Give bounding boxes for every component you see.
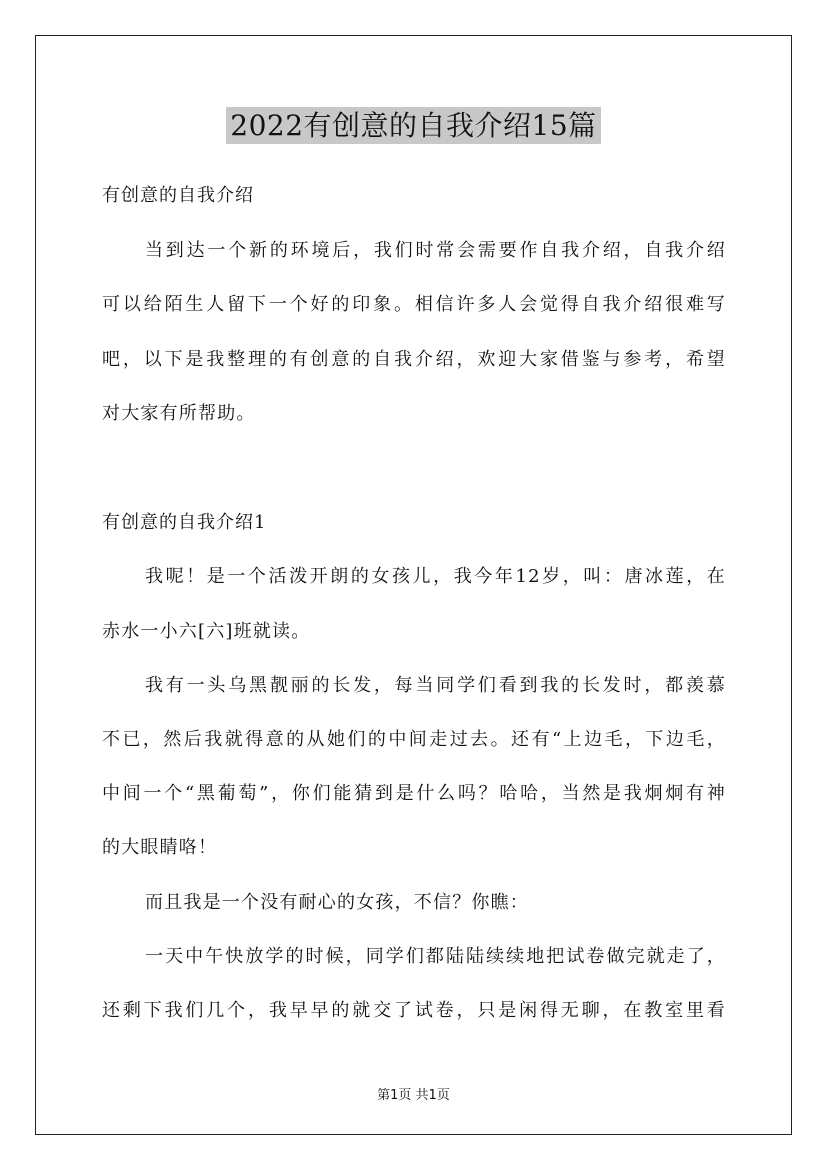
document-title-wrap	[0, 104, 827, 144]
paragraph-line: 而且我是一个没有耐心的女孩，不信？你瞧：	[145, 892, 529, 913]
paragraph-line: 一天中午快放学的时候，同学们都陆陆续续地把试卷做完就走了，	[145, 946, 726, 967]
paragraph-line: 吧，以下是我整理的有创意的自我介绍，欢迎大家借鉴与参考，希望	[102, 349, 726, 370]
paragraph-line: 不已，然后我就得意的从她们的中间走过去。还有“上边毛，下边毛，	[102, 729, 726, 750]
page-number-footer: 第1页 共1页	[377, 1088, 450, 1103]
paragraph-line: 赤水一小六[六]班就读。	[102, 621, 311, 642]
paragraph-line: 我有一头乌黑靓丽的长发，每当同学们看到我的长发时，都羡慕	[145, 675, 726, 696]
section-heading: 有创意的自我介绍	[102, 185, 254, 206]
document-title: 2022有创意的自我介绍15篇	[226, 107, 600, 144]
paragraph-line: 中间一个“黑葡萄”，你们能猜到是什么吗？哈哈，当然是我炯炯有神	[102, 783, 726, 804]
paragraph-line: 我呢！是一个活泼开朗的女孩儿，我今年12岁，叫：唐冰莲，在	[145, 566, 726, 587]
paragraph-line: 对大家有所帮助。	[102, 403, 256, 424]
section-heading: 有创意的自我介绍1	[102, 512, 267, 533]
paragraph-line: 可以给陌生人留下一个好的印象。相信许多人会觉得自我介绍很难写	[102, 294, 726, 315]
paragraph-line: 当到达一个新的环境后，我们时常会需要作自我介绍，自我介绍	[145, 240, 726, 261]
paragraph-line: 还剩下我们几个，我早早的就交了试卷，只是闲得无聊，在教室里看	[102, 1000, 726, 1021]
paragraph-line: 的大眼睛咯！	[102, 837, 218, 858]
